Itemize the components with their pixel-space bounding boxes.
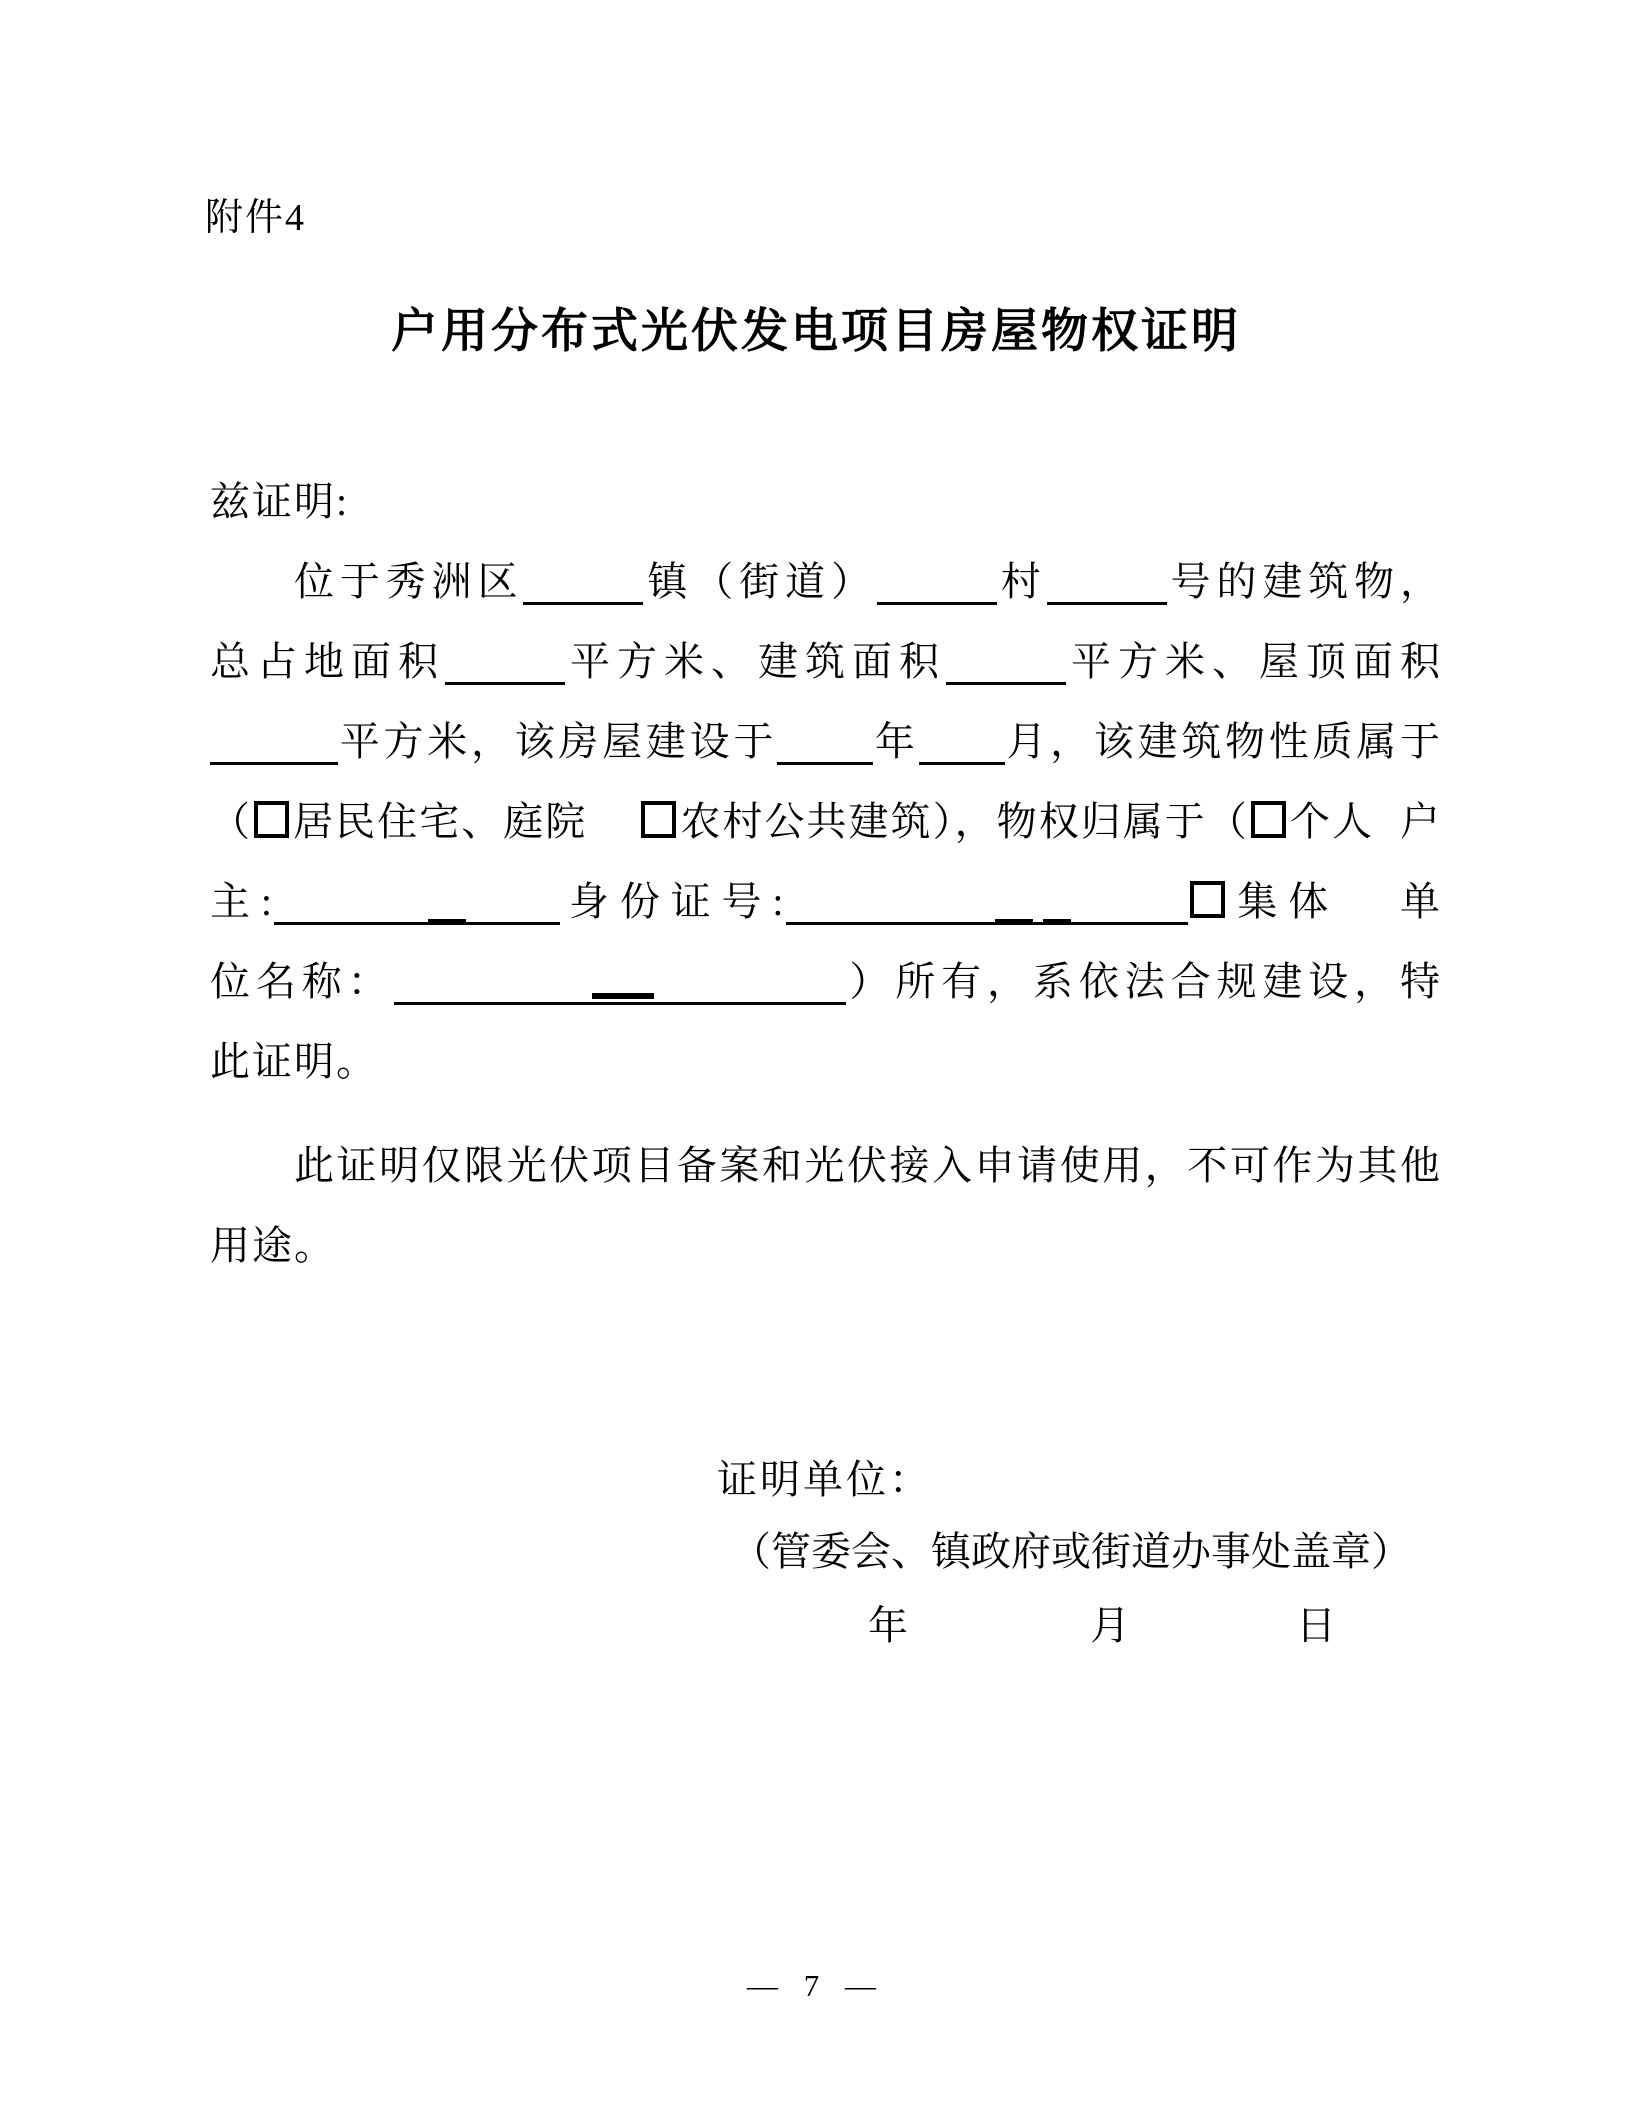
collective-checkbox[interactable] — [1190, 881, 1225, 918]
document-body — [210, 462, 1442, 1286]
paragraph1-line7 — [210, 1022, 1442, 1102]
legal-construction-text: ）所有，系依法合规建设，特 — [845, 959, 1443, 1004]
property-nature-text: 月，该建筑物性质属于 — [1004, 719, 1443, 764]
underline-mark — [995, 919, 1033, 925]
usage-restriction-text: 此证明仅限光伏项目备案和光伏接入申请使用，不可作为其他 — [294, 1143, 1442, 1188]
building-area-blank-field[interactable] — [946, 630, 1066, 685]
paragraph2-line1 — [210, 1126, 1442, 1206]
signature-date-line — [868, 1594, 1336, 1651]
rural-public-checkbox[interactable] — [641, 801, 676, 838]
usage-text: 用途。 — [210, 1223, 336, 1268]
open-paren-text: （ — [210, 799, 253, 844]
owner-label: 主: — [210, 879, 274, 924]
village-blank-field[interactable] — [877, 550, 997, 605]
location-text: 位于秀洲区 — [294, 559, 524, 604]
unit-name-label: 位名称： — [210, 959, 394, 1004]
id-number-blank-field[interactable] — [786, 870, 1188, 925]
roof-area-blank-field[interactable] — [210, 710, 338, 765]
village-text: 村 — [996, 559, 1047, 604]
date-year-label: 年 — [868, 1603, 908, 1648]
paragraph1-line1 — [210, 542, 1442, 622]
id-number-label: 身份证号: — [560, 879, 786, 924]
underline-mark — [428, 919, 466, 925]
paragraph1-line6 — [210, 942, 1442, 1022]
unit-name-blank-field[interactable] — [394, 950, 846, 1005]
build-month-blank-field[interactable] — [919, 710, 1005, 765]
individual-label: 个人 — [1289, 799, 1374, 844]
rural-public-label: 农村公共建筑），物权归属于（ — [680, 799, 1249, 844]
owner-name-blank-field[interactable] — [274, 870, 560, 925]
town-blank-field[interactable] — [523, 550, 643, 605]
paragraph1-line2 — [210, 622, 1442, 702]
build-year-blank-field[interactable] — [777, 710, 873, 765]
date-day-label: 日 — [1296, 1603, 1336, 1648]
householder-text: 户 — [1400, 799, 1443, 844]
paragraph2-line2 — [210, 1206, 1442, 1286]
year-text: 年 — [873, 719, 919, 764]
paragraph1-line5 — [210, 862, 1442, 942]
land-area-text: 总占地面积 — [210, 639, 445, 684]
certify-close-text: 此证明。 — [210, 1039, 378, 1084]
building-area-text: 平方米、建筑面积 — [565, 639, 946, 684]
page-number: — 7 — — [747, 1968, 885, 2003]
underline-mark — [592, 993, 654, 999]
individual-checkbox[interactable] — [1251, 801, 1286, 838]
intro-text: 兹证明: — [210, 479, 350, 524]
house-number-blank-field[interactable] — [1047, 550, 1167, 605]
residential-label: 居民住宅、庭院 — [293, 799, 588, 844]
residential-checkbox[interactable] — [254, 801, 289, 838]
underline-mark — [1043, 919, 1071, 925]
built-date-text: 平方米，该房屋建设于 — [338, 719, 778, 764]
paragraph1-line4 — [210, 782, 1442, 862]
seal-instruction-note: （管委会、镇政府或街道办事处盖章） — [731, 1529, 1411, 1574]
roof-area-text: 平方米、屋顶面积 — [1066, 639, 1442, 684]
building-text: 号的建筑物， — [1166, 559, 1443, 604]
certifying-unit-label: 证明单位： — [717, 1457, 932, 1502]
attachment-label: 附件4 — [205, 197, 307, 239]
paragraph1-line3 — [210, 702, 1442, 782]
document-title: 户用分布式光伏发电项目房屋物权证明 — [391, 306, 1241, 358]
collective-label: 集体 — [1228, 879, 1340, 924]
land-area-blank-field[interactable] — [445, 630, 565, 685]
unit-text: 单 — [1391, 879, 1442, 924]
intro-line — [210, 462, 1442, 542]
town-street-text: 镇（街道） — [643, 559, 877, 604]
date-month-label: 月 — [1090, 1603, 1130, 1648]
